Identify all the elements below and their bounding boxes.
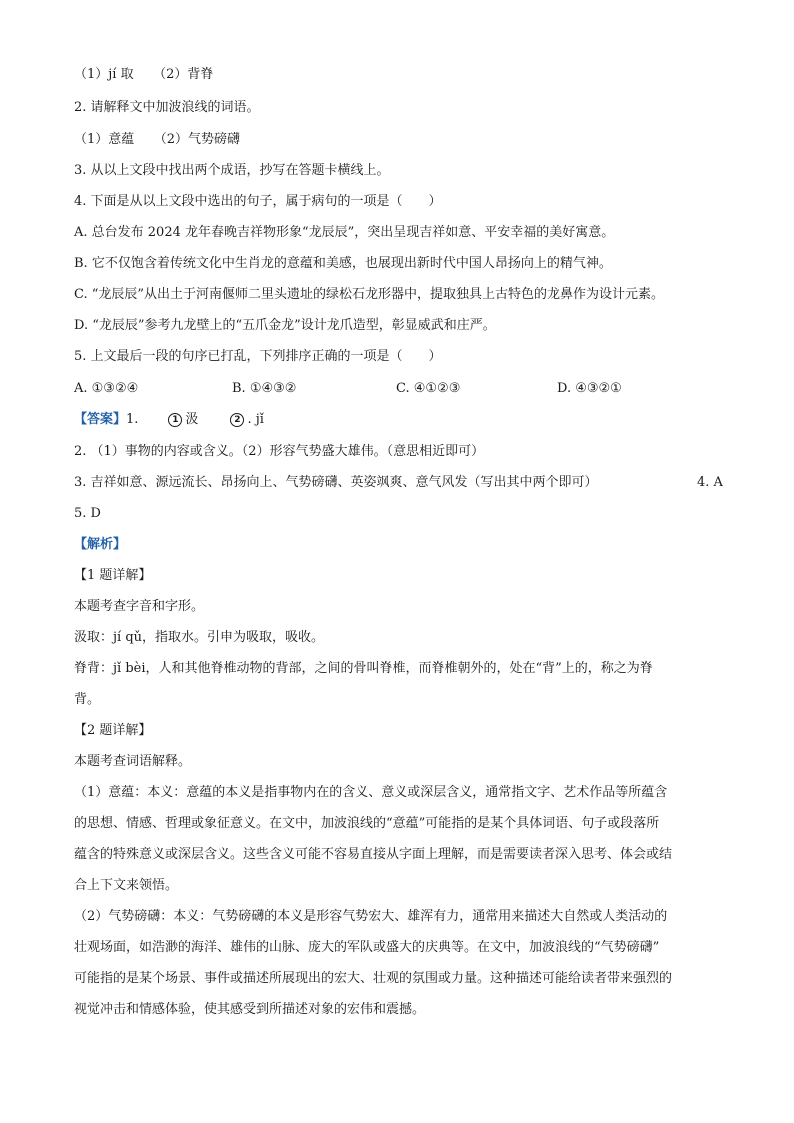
answer-2: 2. （1）事物的内容或含义。（2）形容气势盛大雄伟。（意思相近即可） — [74, 444, 485, 459]
detail-1-line-1: 本题考查字音和字形。 — [74, 599, 205, 614]
q5-option-a: A. ①③②④ — [74, 381, 139, 396]
detail-2-line-6: （2）气势磅礴：本义：气势磅礴的本义是形容气势宏大、雄浑有力，通常用来描述大自然或人类活动的 — [74, 909, 668, 924]
answer-row — [74, 411, 264, 429]
question-4: 4. 下面是从以上文段中选出的句子，属于病句的一项是（ ） — [74, 194, 442, 209]
circled-number-2: 2 — [230, 413, 244, 427]
circled-number-1: 1 — [168, 413, 182, 427]
answer-tag: 【答案】 — [74, 412, 127, 427]
question-3: 3. 从以上文段中找出两个成语，抄写在答题卡横线上。 — [74, 163, 390, 178]
detail-2-line-8: 可能指的是某个场景、事件或描述所展现出的宏大、壮观的氛围或力量。这种描述可能给读者带来强烈的 — [74, 971, 673, 986]
q2-subitems: （1）意蕴 （2）气势磅礴 — [74, 132, 241, 147]
q4-option-c: C. “龙辰辰”从出土于河南偃师二里头遗址的绿松石龙形器中，提取独具上古特色的龙鼻作为设计元素。 — [74, 287, 665, 302]
q4-option-d: D. “龙辰辰”参考九龙壁上的“五爪金龙”设计龙爪造型，彰显威武和庄严。 — [74, 318, 496, 333]
detail-2-line-7: 壮观场面，如浩渺的海洋、雄伟的山脉、庞大的军队或盛大的庆典等。在文中，加波浪线的“气势磅礴” — [74, 940, 660, 955]
answer-1-2: . jǐ — [247, 412, 264, 427]
q1-subitems: （1）jí 取 （2）背脊 — [74, 67, 214, 82]
question-5: 5. 上文最后一段的句序已打乱，下列排序正确的一项是（ ） — [74, 349, 442, 364]
answer-1-1: 汲 — [185, 412, 199, 427]
q5-option-b: B. ①④③② — [232, 381, 297, 396]
q4-option-b: B. 它不仅饱含着传统文化中生肖龙的意蕴和美感，也展现出新时代中国人昂扬向上的精气神。 — [74, 256, 612, 271]
detail-2-line-3: 的思想、情感、哲理或象征意义。在文中，加波浪线的“意蕴”可能指的是某个具体词语、句子或段落所 — [74, 816, 660, 831]
detail-1-heading: 【1 题详解】 — [74, 568, 152, 583]
answer-num: 1. — [126, 412, 139, 427]
detail-1-line-2: 汲取：jí qǔ，指取水。引申为吸取，吸收。 — [74, 630, 325, 645]
detail-2-line-9: 视觉冲击和情感体验，使其感受到所描述对象的宏伟和震撼。 — [74, 1002, 426, 1017]
detail-2-line-1: 本题考查词语解释。 — [74, 754, 192, 769]
detail-2-line-5: 合上下文来领悟。 — [74, 878, 179, 893]
detail-2-line-4: 蕴含的特殊意义或深层含义。这些含义可能不容易直接从字面上理解，而是需要读者深入思考、体会或结 — [74, 847, 673, 862]
q4-option-a: A. 总台发布 2024 龙年春晚吉祥物形象“龙辰辰”，突出呈现吉祥如意、平安幸福的美好寓意。 — [74, 225, 615, 240]
q5-option-c: C. ④①②③ — [396, 381, 461, 396]
answer-4: 4. A — [697, 475, 723, 490]
analysis-heading: 【解析】 — [74, 537, 127, 552]
detail-1-line-3: 脊背：jǐ bèi，人和其他脊椎动物的背部，之间的骨叫脊椎，而脊椎朝外的，处在“背”上的，称之为脊 — [74, 661, 653, 676]
detail-2-heading: 【2 题详解】 — [74, 723, 152, 738]
detail-1-line-4: 背。 — [74, 692, 101, 707]
answer-3: 3. 吉祥如意、源远流长、昂扬向上、气势磅礴、英姿飒爽、意气风发（写出其中两个即可） — [74, 475, 598, 490]
q5-option-d: D. ④③②① — [557, 381, 622, 396]
detail-2-line-2: （1）意蕴：本义：意蕴的本义是指事物内在的含义、意义或深层含义，通常指文字、艺术作品等所蕴含 — [74, 785, 668, 800]
question-2: 2. 请解释文中加波浪线的词语。 — [74, 100, 260, 115]
answer-5: 5. D — [74, 506, 101, 521]
